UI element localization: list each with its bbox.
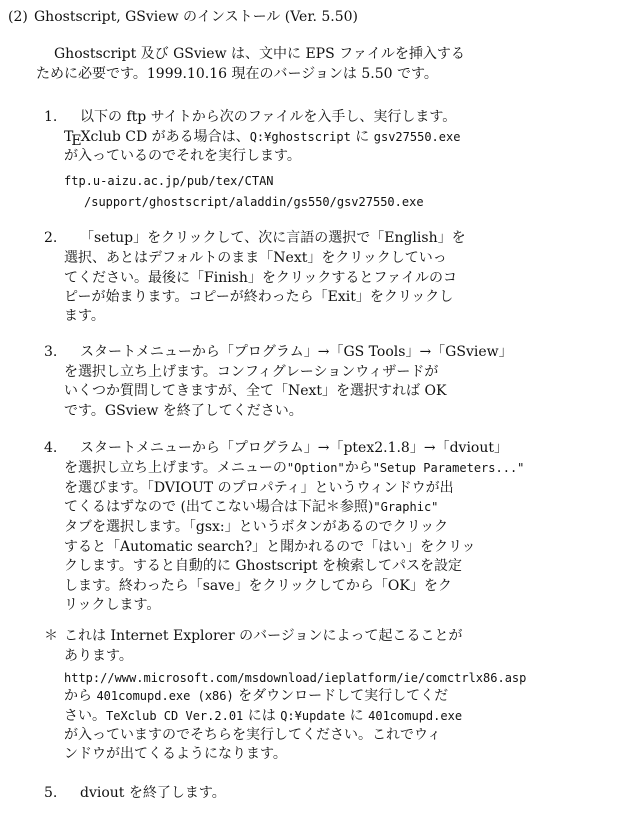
step-text: 選択、あとはデフォルトのまま「Next」をクリックしていっ bbox=[64, 250, 447, 266]
install-path: Q:¥ghostscript bbox=[249, 130, 351, 144]
step-text: スタートメニューから「プログラム」→「ptex2.1.8」→「dviout」 bbox=[80, 440, 508, 456]
step-number: 5. bbox=[44, 785, 58, 801]
step-text: スタートメニューから「プログラム」→「GS Tools」→「GSview」 bbox=[80, 344, 513, 360]
step-text: を選びます。「DVIOUT のプロパティ」というウィンドウが出 bbox=[64, 480, 454, 496]
step-text: ます。 bbox=[64, 308, 105, 324]
step-text: すると「Automatic search?」と聞かれるので「はい」をクリッ bbox=[64, 539, 476, 555]
note-text: から 401comupd.exe (x86) をダウンロードして実行してくだ bbox=[64, 688, 449, 704]
intro-line: Ghostscript 及び GSview は、文中に EPS ファイルを挿入する bbox=[54, 46, 465, 62]
step-number: 2. bbox=[44, 230, 58, 246]
note-text: あります。 bbox=[64, 648, 133, 664]
step-text: です。GSview を終了してください。 bbox=[64, 403, 303, 419]
step-text: 以下の ftp サイトから次のファイルを入手し、実行します。 bbox=[80, 109, 457, 125]
note-text: が入っていますのでそちらを実行してください。これでウィ bbox=[64, 727, 442, 743]
step-text: 「setup」をクリックして、次に言語の選択で「English」を bbox=[80, 230, 466, 246]
section-number: (2) bbox=[8, 9, 28, 25]
step-text: dviout を終了します。 bbox=[80, 785, 226, 801]
update-filename: 401comupd.exe (x86) bbox=[96, 689, 234, 703]
step-text: を選択し立ち上げます。メニューの"Option"から"Setup Parameters..." bbox=[64, 460, 525, 476]
note-text: さい。TeXclub CD Ver.2.01 には Q:¥update に 401comupd.exe bbox=[64, 708, 463, 724]
note-text: ンドウが出てくるようになります。 bbox=[64, 746, 287, 762]
update-path: Q:¥update bbox=[280, 709, 346, 723]
step-text: いくつか質問してきますが、全て「Next」を選択すれば OK bbox=[64, 383, 447, 399]
step-text: が入っているのでそれを実行します。 bbox=[64, 148, 301, 164]
step-text: てください。最後に「Finish」をクリックするとファイルのコ bbox=[64, 270, 458, 286]
step-number: 3. bbox=[44, 344, 58, 360]
step-number: 4. bbox=[44, 440, 58, 456]
step-text: リックします。 bbox=[64, 597, 161, 613]
graphic-tab-label: "Graphic" bbox=[373, 500, 439, 514]
note-text: これは Internet Explorer のバージョンによって起こることが bbox=[64, 628, 463, 644]
download-url-link[interactable]: http://www.microsoft.com/msdownload/ieplatform/ie/comctrlx86.asp bbox=[64, 671, 527, 685]
menu-option-label: "Option" bbox=[286, 461, 345, 475]
step-text: ピーが始まります。コピーが終わったら「Exit」をクリックし bbox=[64, 289, 454, 305]
intro-line: ために必要です。1999.10.16 現在のバージョンは 5.50 です。 bbox=[36, 66, 438, 82]
section-title: Ghostscript, GSview のインストール (Ver. 5.50) bbox=[34, 9, 359, 25]
step-text: てくるはずなので (出てこない場合は下記＊参照)"Graphic" bbox=[64, 499, 439, 515]
menu-setup-parameters-label: "Setup Parameters..." bbox=[372, 461, 525, 475]
update-filename: 401comupd.exe bbox=[368, 709, 463, 723]
ftp-path: /support/ghostscript/aladdin/gs550/gsv27550.exe bbox=[84, 195, 424, 209]
step-text: TEXclub CD がある場合は、Q:¥ghostscript に gsv27550.exe bbox=[64, 129, 461, 149]
step-text: タブを選択します。「gsx:」というボタンがあるのでクリック bbox=[64, 519, 449, 535]
step-text: を選択し立ち上げます。コンフィグレーションウィザードが bbox=[64, 364, 439, 380]
tex-logo: TEXclub bbox=[64, 129, 121, 149]
cd-version: TeXclub CD Ver.2.01 bbox=[106, 709, 244, 723]
step-text: クします。すると自動的に Ghostscript を検索してパスを設定 bbox=[64, 558, 463, 574]
installer-filename: gsv27550.exe bbox=[373, 130, 461, 144]
step-text: します。終わったら「save」をクリックしてから「OK」をク bbox=[64, 578, 452, 594]
ftp-host: ftp.u-aizu.ac.jp/pub/tex/CTAN bbox=[64, 174, 274, 188]
note-asterisk: ＊ bbox=[44, 628, 58, 644]
step-number: 1. bbox=[44, 109, 58, 125]
